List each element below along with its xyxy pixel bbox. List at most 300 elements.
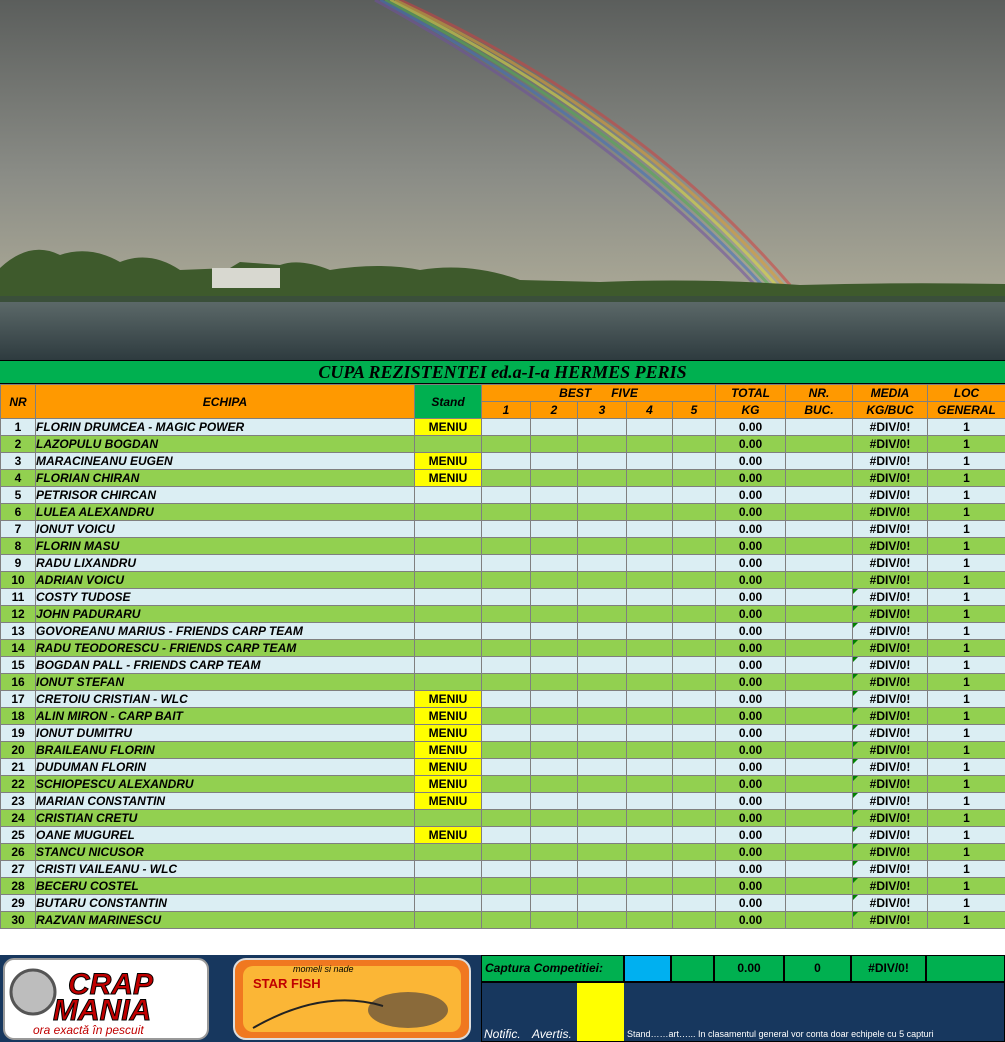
best-capture-1[interactable] xyxy=(482,623,531,640)
captura-total: 0.00 xyxy=(714,955,784,982)
row-echipa: IONUT VOICU xyxy=(36,521,415,538)
best-capture-5[interactable] xyxy=(673,674,716,691)
best-capture-4[interactable] xyxy=(627,521,673,538)
best-capture-5[interactable] xyxy=(673,742,716,759)
row-nr-buc xyxy=(786,878,853,895)
best-capture-2[interactable] xyxy=(531,844,578,861)
stand-cell xyxy=(415,912,482,929)
row-nr-buc xyxy=(786,827,853,844)
best-capture-3[interactable] xyxy=(578,623,627,640)
row-nr: 14 xyxy=(1,640,36,657)
row-nr: 1 xyxy=(1,419,36,436)
best-capture-1[interactable] xyxy=(482,657,531,674)
best-capture-3[interactable] xyxy=(578,759,627,776)
row-nr: 6 xyxy=(1,504,36,521)
best-capture-1[interactable] xyxy=(482,691,531,708)
best-capture-2[interactable] xyxy=(531,861,578,878)
best-capture-2[interactable] xyxy=(531,878,578,895)
stand-cell xyxy=(415,657,482,674)
best-capture-4[interactable] xyxy=(627,470,673,487)
row-total-kg: 0.00 xyxy=(716,589,786,606)
best-capture-4[interactable] xyxy=(627,555,673,572)
logo1-tagline: ora exactă în pescuit xyxy=(33,1023,144,1037)
best-capture-1[interactable] xyxy=(482,776,531,793)
header-col-1: 1 xyxy=(482,402,531,419)
row-nr-buc xyxy=(786,861,853,878)
table-row xyxy=(1,827,1005,844)
best-capture-2[interactable] xyxy=(531,453,578,470)
stand-cell xyxy=(415,436,482,453)
row-nr-buc xyxy=(786,453,853,470)
stand-cell xyxy=(415,861,482,878)
best-capture-4[interactable] xyxy=(627,640,673,657)
row-nr: 27 xyxy=(1,861,36,878)
best-capture-4[interactable] xyxy=(627,623,673,640)
best-capture-5[interactable] xyxy=(673,572,716,589)
header-stand: Stand xyxy=(415,385,482,419)
table-row xyxy=(1,912,1005,929)
best-capture-3[interactable] xyxy=(578,912,627,929)
row-loc: 1 xyxy=(928,487,1005,504)
best-capture-4[interactable] xyxy=(627,572,673,589)
row-media: #DIV/0! xyxy=(853,606,928,623)
best-capture-3[interactable] xyxy=(578,708,627,725)
captura-blue-cell xyxy=(624,955,671,982)
best-capture-5[interactable] xyxy=(673,861,716,878)
best-capture-2[interactable] xyxy=(531,504,578,521)
best-capture-5[interactable] xyxy=(673,436,716,453)
row-nr-buc xyxy=(786,674,853,691)
stand-meniu-link[interactable]: MENIU xyxy=(415,759,482,776)
row-nr-buc xyxy=(786,776,853,793)
starfish-logo xyxy=(233,958,471,1040)
best-capture-3[interactable] xyxy=(578,878,627,895)
best-capture-5[interactable] xyxy=(673,521,716,538)
best-capture-3[interactable] xyxy=(578,895,627,912)
row-nr: 21 xyxy=(1,759,36,776)
table-row xyxy=(1,606,1005,623)
avertis-yellow-cell xyxy=(577,983,624,1041)
row-nr-buc xyxy=(786,725,853,742)
best-capture-1[interactable] xyxy=(482,793,531,810)
row-loc: 1 xyxy=(928,606,1005,623)
best-capture-2[interactable] xyxy=(531,691,578,708)
best-capture-1[interactable] xyxy=(482,912,531,929)
best-capture-4[interactable] xyxy=(627,487,673,504)
stand-meniu-link[interactable]: MENIU xyxy=(415,691,482,708)
best-capture-1[interactable] xyxy=(482,708,531,725)
row-echipa: CRISTI VAILEANU - WLC xyxy=(36,861,415,878)
best-capture-1[interactable] xyxy=(482,606,531,623)
row-loc: 1 xyxy=(928,742,1005,759)
best-capture-5[interactable] xyxy=(673,708,716,725)
best-capture-5[interactable] xyxy=(673,606,716,623)
header-col-3: 3 xyxy=(578,402,627,419)
best-capture-1[interactable] xyxy=(482,674,531,691)
best-capture-3[interactable] xyxy=(578,470,627,487)
best-capture-1[interactable] xyxy=(482,742,531,759)
results-table xyxy=(0,384,1005,929)
best-capture-1[interactable] xyxy=(482,555,531,572)
row-echipa: FLORIAN CHIRAN xyxy=(36,470,415,487)
best-capture-1[interactable] xyxy=(482,572,531,589)
row-media: #DIV/0! xyxy=(853,555,928,572)
header-media: MEDIA xyxy=(853,385,928,402)
best-capture-3[interactable] xyxy=(578,640,627,657)
table-row xyxy=(1,589,1005,606)
best-capture-1[interactable] xyxy=(482,827,531,844)
best-capture-4[interactable] xyxy=(627,504,673,521)
best-capture-4[interactable] xyxy=(627,538,673,555)
row-total-kg: 0.00 xyxy=(716,895,786,912)
row-media: #DIV/0! xyxy=(853,810,928,827)
best-capture-2[interactable] xyxy=(531,759,578,776)
captura-label: Captura Competitiei: xyxy=(481,955,624,982)
best-capture-4[interactable] xyxy=(627,827,673,844)
table-row xyxy=(1,623,1005,640)
row-loc: 1 xyxy=(928,657,1005,674)
stand-cell xyxy=(415,555,482,572)
row-loc: 1 xyxy=(928,708,1005,725)
best-capture-4[interactable] xyxy=(627,691,673,708)
best-capture-5[interactable] xyxy=(673,623,716,640)
best-capture-2[interactable] xyxy=(531,708,578,725)
row-media: #DIV/0! xyxy=(853,844,928,861)
row-echipa: SCHIOPESCU ALEXANDRU xyxy=(36,776,415,793)
row-media: #DIV/0! xyxy=(853,742,928,759)
best-capture-4[interactable] xyxy=(627,606,673,623)
row-echipa: MARIAN CONSTANTIN xyxy=(36,793,415,810)
best-capture-5[interactable] xyxy=(673,827,716,844)
best-capture-5[interactable] xyxy=(673,878,716,895)
best-capture-3[interactable] xyxy=(578,606,627,623)
table-row xyxy=(1,538,1005,555)
best-capture-2[interactable] xyxy=(531,640,578,657)
best-capture-3[interactable] xyxy=(578,725,627,742)
best-capture-4[interactable] xyxy=(627,895,673,912)
header-nr-buc: NR. xyxy=(786,385,853,402)
best-capture-2[interactable] xyxy=(531,725,578,742)
row-total-kg: 0.00 xyxy=(716,759,786,776)
best-capture-2[interactable] xyxy=(531,555,578,572)
best-capture-5[interactable] xyxy=(673,487,716,504)
row-total-kg: 0.00 xyxy=(716,861,786,878)
table-row xyxy=(1,844,1005,861)
table-row xyxy=(1,555,1005,572)
best-capture-1[interactable] xyxy=(482,419,531,436)
row-loc: 1 xyxy=(928,844,1005,861)
best-capture-3[interactable] xyxy=(578,691,627,708)
stand-meniu-link[interactable]: MENIU xyxy=(415,725,482,742)
best-capture-4[interactable] xyxy=(627,759,673,776)
best-capture-5[interactable] xyxy=(673,453,716,470)
best-capture-4[interactable] xyxy=(627,844,673,861)
best-capture-4[interactable] xyxy=(627,793,673,810)
best-capture-3[interactable] xyxy=(578,453,627,470)
row-media: #DIV/0! xyxy=(853,759,928,776)
best-capture-1[interactable] xyxy=(482,861,531,878)
best-capture-1[interactable] xyxy=(482,487,531,504)
table-row xyxy=(1,878,1005,895)
row-total-kg: 0.00 xyxy=(716,606,786,623)
row-total-kg: 0.00 xyxy=(716,487,786,504)
best-capture-2[interactable] xyxy=(531,623,578,640)
results-rows xyxy=(1,419,1005,929)
row-media: #DIV/0! xyxy=(853,521,928,538)
best-capture-1[interactable] xyxy=(482,640,531,657)
best-capture-3[interactable] xyxy=(578,844,627,861)
best-capture-4[interactable] xyxy=(627,776,673,793)
best-capture-3[interactable] xyxy=(578,589,627,606)
row-media: #DIV/0! xyxy=(853,504,928,521)
row-media: #DIV/0! xyxy=(853,691,928,708)
best-capture-1[interactable] xyxy=(482,810,531,827)
best-capture-1[interactable] xyxy=(482,725,531,742)
best-capture-2[interactable] xyxy=(531,419,578,436)
best-capture-5[interactable] xyxy=(673,504,716,521)
row-nr-buc xyxy=(786,912,853,929)
best-capture-4[interactable] xyxy=(627,725,673,742)
row-nr: 5 xyxy=(1,487,36,504)
row-echipa: FLORIN MASU xyxy=(36,538,415,555)
table-row xyxy=(1,487,1005,504)
row-total-kg: 0.00 xyxy=(716,470,786,487)
logo1-line2: MANIA xyxy=(53,994,152,1027)
best-capture-2[interactable] xyxy=(531,521,578,538)
best-capture-4[interactable] xyxy=(627,453,673,470)
row-loc: 1 xyxy=(928,470,1005,487)
logo2-brand: STAR FISH xyxy=(253,976,321,991)
best-capture-5[interactable] xyxy=(673,895,716,912)
best-capture-2[interactable] xyxy=(531,606,578,623)
table-row xyxy=(1,725,1005,742)
row-nr: 3 xyxy=(1,453,36,470)
captura-buc: 0 xyxy=(784,955,851,982)
row-nr: 16 xyxy=(1,674,36,691)
best-capture-5[interactable] xyxy=(673,810,716,827)
stand-meniu-link[interactable]: MENIU xyxy=(415,453,482,470)
stand-cell xyxy=(415,589,482,606)
stand-cell xyxy=(415,521,482,538)
best-capture-5[interactable] xyxy=(673,725,716,742)
row-total-kg: 0.00 xyxy=(716,453,786,470)
row-nr-buc xyxy=(786,691,853,708)
best-capture-5[interactable] xyxy=(673,470,716,487)
best-capture-5[interactable] xyxy=(673,844,716,861)
row-nr-buc xyxy=(786,810,853,827)
row-echipa: DUDUMAN FLORIN xyxy=(36,759,415,776)
table-row xyxy=(1,419,1005,436)
header-buc: BUC. xyxy=(786,402,853,419)
best-capture-1[interactable] xyxy=(482,453,531,470)
table-row xyxy=(1,640,1005,657)
logo2-top: momeli si nade xyxy=(293,964,354,974)
row-media: #DIV/0! xyxy=(853,912,928,929)
row-total-kg: 0.00 xyxy=(716,555,786,572)
best-capture-3[interactable] xyxy=(578,861,627,878)
best-capture-4[interactable] xyxy=(627,861,673,878)
stand-meniu-link[interactable]: MENIU xyxy=(415,793,482,810)
row-media: #DIV/0! xyxy=(853,657,928,674)
row-echipa: ALIN MIRON - CARP BAIT xyxy=(36,708,415,725)
best-capture-3[interactable] xyxy=(578,827,627,844)
row-loc: 1 xyxy=(928,895,1005,912)
best-capture-5[interactable] xyxy=(673,691,716,708)
best-capture-1[interactable] xyxy=(482,759,531,776)
stand-meniu-link[interactable]: MENIU xyxy=(415,776,482,793)
best-capture-2[interactable] xyxy=(531,776,578,793)
best-capture-2[interactable] xyxy=(531,657,578,674)
stand-cell xyxy=(415,623,482,640)
best-capture-2[interactable] xyxy=(531,470,578,487)
best-capture-2[interactable] xyxy=(531,742,578,759)
best-capture-5[interactable] xyxy=(673,776,716,793)
row-media: #DIV/0! xyxy=(853,589,928,606)
row-echipa: RADU TEODORESCU - FRIENDS CARP TEAM xyxy=(36,640,415,657)
row-nr-buc xyxy=(786,436,853,453)
best-capture-4[interactable] xyxy=(627,742,673,759)
best-capture-3[interactable] xyxy=(578,776,627,793)
best-capture-3[interactable] xyxy=(578,419,627,436)
best-capture-1[interactable] xyxy=(482,589,531,606)
stand-meniu-link[interactable]: MENIU xyxy=(415,470,482,487)
stand-meniu-link[interactable]: MENIU xyxy=(415,419,482,436)
row-loc: 1 xyxy=(928,589,1005,606)
best-capture-2[interactable] xyxy=(531,810,578,827)
stand-cell xyxy=(415,810,482,827)
best-capture-1[interactable] xyxy=(482,470,531,487)
row-media: #DIV/0! xyxy=(853,623,928,640)
best-capture-2[interactable] xyxy=(531,538,578,555)
best-capture-3[interactable] xyxy=(578,436,627,453)
row-loc: 1 xyxy=(928,759,1005,776)
best-capture-5[interactable] xyxy=(673,657,716,674)
best-capture-2[interactable] xyxy=(531,436,578,453)
best-capture-1[interactable] xyxy=(482,436,531,453)
best-capture-4[interactable] xyxy=(627,810,673,827)
row-media: #DIV/0! xyxy=(853,895,928,912)
best-capture-2[interactable] xyxy=(531,895,578,912)
best-capture-3[interactable] xyxy=(578,521,627,538)
stand-cell xyxy=(415,606,482,623)
best-capture-3[interactable] xyxy=(578,742,627,759)
best-capture-2[interactable] xyxy=(531,912,578,929)
best-capture-1[interactable] xyxy=(482,878,531,895)
row-echipa: ADRIAN VOICU xyxy=(36,572,415,589)
best-capture-5[interactable] xyxy=(673,538,716,555)
best-capture-3[interactable] xyxy=(578,657,627,674)
best-capture-3[interactable] xyxy=(578,487,627,504)
best-capture-3[interactable] xyxy=(578,538,627,555)
row-total-kg: 0.00 xyxy=(716,436,786,453)
best-capture-2[interactable] xyxy=(531,827,578,844)
best-capture-3[interactable] xyxy=(578,504,627,521)
row-media: #DIV/0! xyxy=(853,487,928,504)
row-echipa: PETRISOR CHIRCAN xyxy=(36,487,415,504)
best-capture-2[interactable] xyxy=(531,572,578,589)
header-echipa: ECHIPA xyxy=(36,385,415,419)
best-capture-1[interactable] xyxy=(482,895,531,912)
best-capture-3[interactable] xyxy=(578,793,627,810)
row-media: #DIV/0! xyxy=(853,436,928,453)
best-capture-4[interactable] xyxy=(627,419,673,436)
row-echipa: OANE MUGUREL xyxy=(36,827,415,844)
captura-media: #DIV/0! xyxy=(851,955,926,982)
best-capture-1[interactable] xyxy=(482,538,531,555)
best-capture-4[interactable] xyxy=(627,589,673,606)
row-media: #DIV/0! xyxy=(853,793,928,810)
best-capture-4[interactable] xyxy=(627,878,673,895)
row-echipa: BRAILEANU FLORIN xyxy=(36,742,415,759)
row-nr: 19 xyxy=(1,725,36,742)
best-capture-4[interactable] xyxy=(627,657,673,674)
best-capture-2[interactable] xyxy=(531,793,578,810)
best-capture-5[interactable] xyxy=(673,912,716,929)
header-general: GENERAL xyxy=(928,402,1005,419)
table-row xyxy=(1,691,1005,708)
row-nr: 23 xyxy=(1,793,36,810)
landscape-rainbow-photo xyxy=(0,0,1005,360)
row-nr: 17 xyxy=(1,691,36,708)
best-capture-5[interactable] xyxy=(673,419,716,436)
best-capture-4[interactable] xyxy=(627,674,673,691)
row-loc: 1 xyxy=(928,776,1005,793)
best-capture-5[interactable] xyxy=(673,589,716,606)
best-capture-4[interactable] xyxy=(627,436,673,453)
stand-meniu-link[interactable]: MENIU xyxy=(415,827,482,844)
best-capture-5[interactable] xyxy=(673,793,716,810)
best-capture-1[interactable] xyxy=(482,504,531,521)
best-capture-2[interactable] xyxy=(531,674,578,691)
row-media: #DIV/0! xyxy=(853,674,928,691)
row-nr: 29 xyxy=(1,895,36,912)
row-loc: 1 xyxy=(928,878,1005,895)
row-echipa: RADU LIXANDRU xyxy=(36,555,415,572)
best-capture-5[interactable] xyxy=(673,640,716,657)
row-nr: 4 xyxy=(1,470,36,487)
stand-meniu-link[interactable]: MENIU xyxy=(415,708,482,725)
row-echipa: GOVOREANU MARIUS - FRIENDS CARP TEAM xyxy=(36,623,415,640)
row-total-kg: 0.00 xyxy=(716,912,786,929)
row-loc: 1 xyxy=(928,674,1005,691)
row-echipa: IONUT DUMITRU xyxy=(36,725,415,742)
best-capture-4[interactable] xyxy=(627,912,673,929)
best-capture-1[interactable] xyxy=(482,521,531,538)
best-capture-2[interactable] xyxy=(531,487,578,504)
best-capture-4[interactable] xyxy=(627,708,673,725)
stand-meniu-link[interactable]: MENIU xyxy=(415,742,482,759)
row-nr: 26 xyxy=(1,844,36,861)
header-kg-buc: KG/BUC xyxy=(853,402,928,419)
row-nr: 28 xyxy=(1,878,36,895)
table-row xyxy=(1,470,1005,487)
best-capture-3[interactable] xyxy=(578,674,627,691)
best-capture-3[interactable] xyxy=(578,810,627,827)
row-total-kg: 0.00 xyxy=(716,572,786,589)
header-best-five xyxy=(482,385,716,402)
header-total: TOTAL xyxy=(716,385,786,402)
row-nr-buc xyxy=(786,844,853,861)
row-nr-buc xyxy=(786,640,853,657)
best-capture-3[interactable] xyxy=(578,555,627,572)
best-capture-2[interactable] xyxy=(531,589,578,606)
best-capture-1[interactable] xyxy=(482,844,531,861)
best-capture-5[interactable] xyxy=(673,555,716,572)
row-nr: 15 xyxy=(1,657,36,674)
best-capture-5[interactable] xyxy=(673,759,716,776)
row-media: #DIV/0! xyxy=(853,708,928,725)
best-capture-3[interactable] xyxy=(578,572,627,589)
